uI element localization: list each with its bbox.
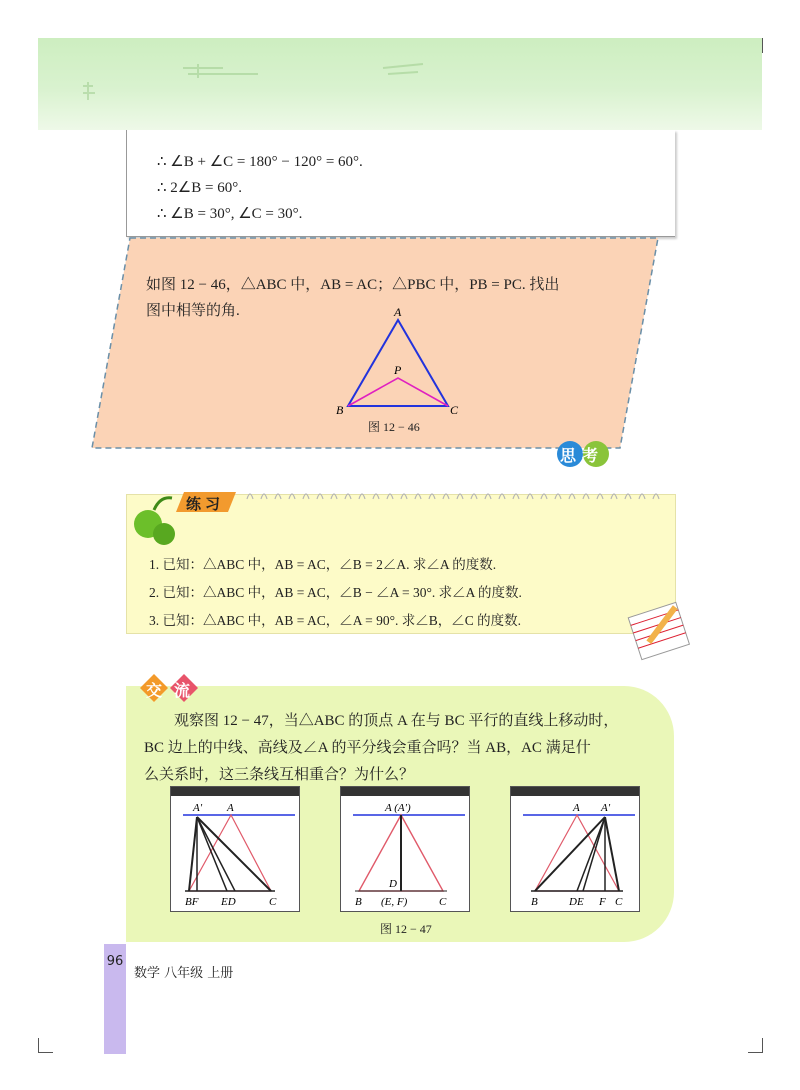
- exercise-badge-graphic: [124, 484, 244, 550]
- exercise-badge-label: 练习: [186, 495, 225, 513]
- figure-12-46: [330, 302, 470, 420]
- fig2-label-top: A (A′): [385, 802, 411, 814]
- crop-mark-bottom-left: [38, 1038, 53, 1053]
- fig1-label-a-prime: A′: [193, 802, 203, 814]
- think-question-line-1: 如图 12 − 46，△ABC 中，AB = AC；△PBC 中，PB = PC. 找出: [146, 277, 560, 293]
- figure-12-47-caption: 图 12 − 47: [380, 922, 432, 936]
- exchange-line-2: BC 边上的中线、高线及∠A 的平分线会重合吗？当 AB，AC 满足什: [144, 740, 591, 756]
- exchange-badge: [136, 672, 208, 704]
- exercise-item-2: 2. 已知：△ABC 中，AB = AC，∠B − ∠A = 30°. 求∠A 的度数.: [149, 585, 522, 600]
- fig2-label-ef: (E, F): [381, 896, 408, 908]
- label-a: A: [394, 305, 402, 319]
- fig3-label-a-prime: A′: [601, 802, 611, 814]
- book-title: 数学 八年级 上册: [134, 966, 234, 981]
- crop-mark-bottom-right: [748, 1038, 763, 1053]
- page-number: 96: [106, 954, 124, 969]
- exercise-badge: [124, 484, 244, 550]
- fig3-label-de: DE: [569, 896, 584, 908]
- exchange-badge-label: 交流: [146, 681, 203, 700]
- proof-box: [126, 130, 675, 237]
- proof-line-2: ∴ 2∠B = 60°.: [157, 180, 242, 196]
- exchange-card: [126, 686, 674, 942]
- fig3-label-f: F: [599, 896, 606, 908]
- triangle-pbc: [348, 378, 448, 406]
- figure-panel-1-drawing: [171, 787, 299, 911]
- fig1-label-c: C: [269, 896, 277, 908]
- fig1-label-bf: BF: [185, 896, 199, 908]
- proof-line-3: ∴ ∠B = 30°, ∠C = 30°.: [157, 206, 303, 222]
- figure-panel-3-drawing: [511, 787, 639, 911]
- fig2-label-b: B: [355, 896, 362, 908]
- figure-12-47-panel-2: [340, 786, 470, 912]
- think-badge: [556, 440, 616, 468]
- exercise-item-3: 3. 已知：△ABC 中，AB = AC，∠A = 90°. 求∠B，∠C 的度数.: [149, 613, 522, 628]
- figure-panel-2-drawing: [341, 787, 469, 911]
- think-badge-label: 思考: [560, 446, 605, 465]
- figure-12-47-panel-1: [170, 786, 300, 912]
- exchange-line-3: 么关系时，这三条线互相重合？为什么？: [144, 767, 415, 783]
- figure-12-47-panel-3: [510, 786, 640, 912]
- exchange-line-1: 观察图 12 − 47，当△ABC 的顶点 A 在与 BC 平行的直线上移动时，: [174, 713, 619, 729]
- think-question-line-2: 图中相等的角.: [146, 303, 240, 319]
- fig3-label-a: A: [573, 802, 580, 814]
- label-b: B: [336, 403, 344, 417]
- page-number-tab: [104, 944, 126, 1054]
- fig3-label-c: C: [615, 896, 623, 908]
- fig2-label-d: D: [389, 878, 397, 890]
- header-band: [38, 38, 762, 130]
- header-decoration: [38, 38, 762, 130]
- fig2-label-c: C: [439, 896, 447, 908]
- exercise-item-1: 1. 已知：△ABC 中，AB = AC，∠B = 2∠A. 求∠A 的度数.: [149, 557, 497, 572]
- fig1-label-ed: ED: [221, 896, 236, 908]
- figure-12-46-caption: 图 12 − 46: [368, 420, 420, 434]
- fig3-label-b: B: [531, 896, 538, 908]
- label-p: P: [394, 363, 402, 377]
- label-c: C: [450, 403, 459, 417]
- notebook-pencil-icon: [624, 596, 700, 666]
- fig1-label-a: A: [227, 802, 234, 814]
- proof-line-1: ∴ ∠B + ∠C = 180° − 120° = 60°.: [157, 154, 363, 170]
